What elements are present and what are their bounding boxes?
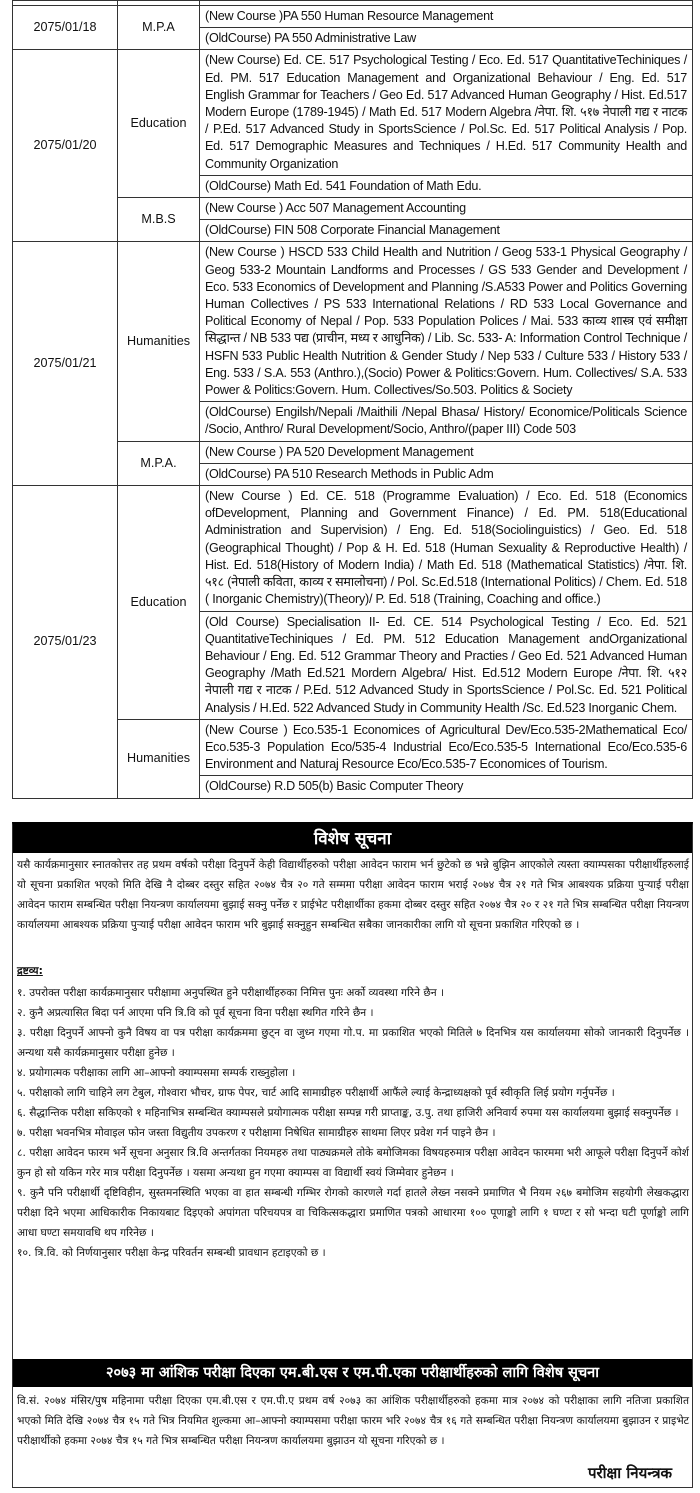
- notes-heading: द्रष्टव्य:: [17, 965, 43, 977]
- faculty-name: M.P.A.: [118, 441, 200, 485]
- exam-date: 2075/01/21: [13, 242, 118, 486]
- old-course-cell: (Old Course) Specialisation II- Ed. CE. 514 Psychological Testing / Eco. Ed. 521 QuantitativeTechiniques / Ed. PM. 512 Education Management andOrganizational Behaviour / Eng. Ed. 512 Grammar Theory and Practies / Geo Ed. 521 Advanced Human Geography /Math Ed.521 Mordern Algebra/ Hist. Ed.512 Modern Europe /नेपा. शि. ५१२ नेपाली गद्य र नाटक / P.Ed. 512 Advanced Study in SportsScience / Pol.Sc. Ed. 521 Political Analysis / H.Ed. 522 Advanced Study in Community Health /Sc. Ed.523 Inorganic Chem.: [200, 611, 693, 719]
- special-notice-heading: विशेष सूचना: [13, 825, 692, 853]
- exam-date: 2075/01/18: [13, 6, 118, 50]
- new-course-cell: (New Course ) Ed. CE. 518 (Programme Evaluation) / Eco. Ed. 518 (Economics ofDevelopment, Planning and Government Finance) / Ed. PM. 518(Educational Administration and Supervision) / Eng. Ed. 518(Sociolinguistics) / Geo. Ed. 518 (Geographical Thought) / Pop & H. Ed. 518 (Human Sexuality & Reproductive Health) / Hist. Ed. 518(History of Modern India) / Math Ed. 518 (Mathematical Statistics) /नेपा. शि. ५१८ (नेपाली कविता, काव्य र समालोचना) / Pol. Sc.Ed.518 (International Politics) / Chem. Ed. 518 ( Inorganic Chemistry)(Theory)/ P. Ed. 518 (Training, Coaching and office.): [200, 486, 693, 611]
- new-course-cell: (New Course ) PA 520 Development Management: [200, 441, 693, 463]
- table-row: [13, 486, 693, 611]
- new-course-cell: (New Course ) HSCD 533 Child Health and Nutrition / Geog 533-1 Physical Geography / Geog 533-2 Mountain Landforms and Processes / GS 533 Gender and Development / Eco. 533 Economics of Development and Planning /S.A533 Power and Politics Governing Human Collectives / PS 533 International Relations / RD 533 Local Governance and Political Economy of Nepal / Pop. 533 Population Polices / Mai. 533 काव्य शास्त्र एवं समीक्षा सिद्धान्त / NB 533 पद्य (प्राचीन, मध्य र आधुनिक) / Lib. Sc. 533- A: Information Control Technique / HSFN 533 Public Health Nutrition & Gender Study / Nep 533 / Culture 533 / History 533 / Eng. 533 / S.A. 553 (Anthro.),(Socio) Power & Politics:Govern. Hum. Collectives/ S.A. 533 Power & Politics:Govern. Hum. Collectives/So.503. Politics & Society: [200, 242, 693, 402]
- old-course-cell: (OldCourse) Math Ed. 541 Foundation of Math Edu.: [200, 175, 693, 197]
- notice-intro-paragraph: यसै कार्यक्रमानुसार स्नातकोत्तर तह प्रथम वर्षको परीक्षा दिनुपर्ने केही विद्यार्थीहरुको परीक्षा आवेदन फाराम भर्न छुटेको छ भन्ने बुझिन आएकोले त्यस्ता क्याम्पसका परीक्षार्थीहरुलाई यो सूचना प्रकाशित भएको मिति देखि नै दोब्बर दस्तुर सहित २०७४ चैत्र २० गते सम्ममा परीक्षा आवेदन फाराम भराई २०७४ चैत्र २१ गते भित्र आबश्यक प्रक्रिया पुऱ्याई परीक्षा आवेदन फाराम सम्बन्धित परीक्षा नियन्त्रण कार्यालयमा बुझाई सक्नु पर्नेछ र प्राईभेट परीक्षार्थीका हकमा दोब्बर दस्तुर सहित २०७४ चैत्र २० र २१ गते भित्र सम्बन्धित परीक्षा नियन्त्रण कार्यालयमा आबश्यक प्रक्रिया पुऱ्याई परीक्षा आवेदन फाराम भरि बुझाई सक्नुहुन सम्बन्धित सबैका जानकारीका लागि यो सूचना प्रकाशित गरिएको छ ।: [17, 859, 689, 931]
- list-item: ४. प्रयोगात्मक परीक्षाका लागि आ–आफ्नो क्याम्पसमा सम्पर्क राख्नुहोला ।: [17, 1067, 296, 1079]
- old-course-cell: (OldCourse) PA 510 Research Methods in Public Adm: [200, 463, 693, 485]
- exam-date: 2075/01/20: [13, 50, 118, 242]
- old-course-cell: (OldCourse) Engilsh/Nepali /Maithili /Nepal Bhasa/ History/ Economice/Politicals Science /Socio, Anthro/ Rural Development/Socio, Anthro/(paper III) Code 503: [200, 402, 693, 441]
- list-item: ६. सैद्धान्तिक परीक्षा सकिएको १ महिनाभित्र सम्बन्धित क्याम्पसले प्रयोगात्मक परीक्षा सम्पन्न गरी प्राप्ताङ्क, उ.पु. तथा हाजिरी अनिवार्य रुपमा यस कार्यालयमा बुझाई सक्नुपर्नेछ ।: [17, 1107, 679, 1119]
- list-item: २. कुनै अप्रत्यासित बिदा पर्न आएमा पनि त्रि.वि को पूर्व सूचना विना परीक्षा स्थगित गरिने छैन ।: [17, 1007, 374, 1019]
- exam-date: 2075/01/23: [13, 486, 118, 798]
- list-item: १०. त्रि.वि. को निर्णयानुसार परीक्षा केन्द्र परिवर्तन सम्बन्धी प्रावधान हटाइएको छ ।: [17, 1247, 326, 1259]
- exam-schedule-table: [12, 0, 693, 799]
- table-row: [13, 6, 693, 28]
- table-row: [13, 50, 693, 175]
- faculty-name: M.P.A: [118, 6, 200, 50]
- new-course-cell: (New Course )PA 550 Human Resource Management: [200, 6, 693, 28]
- exam-controller-signature: परीक्षा नियन्त्रक: [588, 1464, 672, 1482]
- new-course-cell: (New Course) Ed. CE. 517 Psychological Testing / Eco. Ed. 517 QuantitativeTechiniques / Ed. PM. 517 Education Management and Organizational Behaviour / Eng. Ed. 517 English Grammar for Teachers / Geo Ed. 517 Advanced Human Geography / Hist. Ed.517 Modern Europe (1789-1945) / Math Ed. 517 Modern Algebra /नेपा. शि. ५१७ नेपाली गद्य र नाटक / P.Ed. 517 Advanced Study in SportsScience / Pol.Sc. Ed. 517 Political Analysis / Pop. Ed. 517 Demographic Measures and Techniques / H.Ed. 517 Community Health and Community Organization: [200, 50, 693, 175]
- faculty-name: Humanities: [118, 719, 200, 798]
- list-item: ९. कुनै पनि परीक्षार्थी दृष्टिविहीन, सुस्तमनस्थिति भएका वा हात सम्बन्धी गम्भिर रोगको कारणले गर्दा हातले लेख्न नसक्ने प्रमाणित भै नियम २६७ बमोजिम सहयोगी लेखकद्धारा परीक्षा दिने भएमा आधिकारीक निकायबाट दिइएको अपांगता परिचयपत्र वा चिकित्सकद्धारा प्रमाणित पत्रको आधारमा १०० पूणाङ्को लागि १ घण्टा र सो भन्दा घटी पूर्णाङ्को लागि आधा घण्टा समयावधि थप गरिनेछ ।: [17, 1187, 689, 1239]
- list-item: १. उपरोक्त परीक्षा कार्यक्रमानुसार परीक्षामा अनुपस्थित हुने परीक्षार्थीहरुका निमित्त पुनः अर्को व्यवस्था गरिने छैन ।: [17, 987, 445, 999]
- faculty-name: Education: [118, 50, 200, 198]
- faculty-name: M.B.S: [118, 198, 200, 242]
- new-course-cell: (New Course ) Acc 507 Management Accounting: [200, 198, 693, 220]
- list-item: ८. परीक्षा आवेदन फारम भर्ने सूचना अनुसार त्रि.वि अन्तर्गतका नियमहरु तथा पाठ्यक्रमले तोके बमोजिमका विषयहरुमात्र परीक्षा आवेदन फारममा भरी आफूले परीक्षा दिनुपर्ने कोर्श कुन हो सो यकिन गरेर मात्र परीक्षा दिनुपर्नेछ । यसमा अन्यथा हुन गएमा क्याम्पस वा विद्यार्थी स्वयं जिम्मेवार हुनेछन ।: [17, 1147, 689, 1179]
- notes-list: [17, 983, 689, 1263]
- list-item: ३. परीक्षा दिनुपर्ने आफ्नो कुनै विषय वा पत्र परीक्षा कार्यक्रममा छुट्न वा जुध्न गएमा गो.प. मा प्रकाशित भएको मितिले ७ दिनभित्र यस कार्यालयमा सोको जानकारी दिनुपर्नेछ । अन्यथा यसै कार्यक्रमानुसार परीक्षा हुनेछ ।: [17, 1027, 689, 1059]
- special-notice-box: [12, 822, 693, 1488]
- list-item: ५. परीक्षाको लागि चाहिने लग टेबुल, गोश्वारा भौचर, ग्राफ पेपर, चार्ट आदि सामाग्रीहरु परीक्षार्थी आफैंले ल्याई केन्द्राध्यक्षको पूर्व स्वीकृति लिई प्रयोग गर्नुपर्नेछ ।: [17, 1087, 615, 1099]
- old-course-cell: (OldCourse) PA 550 Administrative Law: [200, 28, 693, 50]
- old-course-cell: (OldCourse) FIN 508 Corporate Financial Management: [200, 220, 693, 242]
- list-item: ७. परीक्षा भवनभित्र मोवाइल फोन जस्ता विद्युतीय उपकरण र परीक्षामा निषेधित सामाग्रीहरु साथमा लिएर प्रवेश गर्न पाइने छैन ।: [17, 1127, 496, 1139]
- faculty-name: Humanities: [118, 242, 200, 441]
- faculty-name: Education: [118, 486, 200, 720]
- new-course-cell: (New Course ) Eco.535-1 Economices of Agricultural Dev/Eco.535-2Mathematical Eco/ Eco.535-3 Population Eco/535-4 Industrial Eco/Eco.535-5 International Eco/Eco.535-6 Environment and Naturaj Resource Eco/Eco.535-7 Economices of Tourism.: [200, 719, 693, 776]
- table-row: [13, 242, 693, 402]
- partial-exam-notice-text: वि.सं. २०७४ मंसिर/पुष महिनामा परीक्षा दिएका एम.बी.एस र एम.पी.ए प्रथम वर्ष २०७३ का आंशिक परीक्षार्थीहरुको हकमा मात्र २०७४ को परीक्षाका लागि नतिजा प्रकाशित भएको मिति देखि २०७४ चैत्र १५ गते भित्र नियमित शुल्कमा आ–आफ्नो क्याम्पसमा परीक्षा फारम भरि २०७४ चैत्र १६ गते सम्बन्धित परीक्षा नियन्त्रण कार्यालयमा बुझाउन र प्राइभेट परीक्षार्थीको हकमा २०७४ चैत्र १५ गते भित्र सम्बन्धित परीक्षा नियन्त्रण कार्यालयमा बुझाउन यो सूचना गरिएको छ ।: [17, 1395, 689, 1447]
- partial-exam-notice-heading: २०७३ मा आंशिक परीक्षा दिएका एम.बी.एस र एम.पी.एका परीक्षार्थीहरुको लागि विशेष सूचना: [13, 1359, 692, 1387]
- old-course-cell: (OldCourse) R.D 505(b) Basic Computer Theory: [200, 776, 693, 798]
